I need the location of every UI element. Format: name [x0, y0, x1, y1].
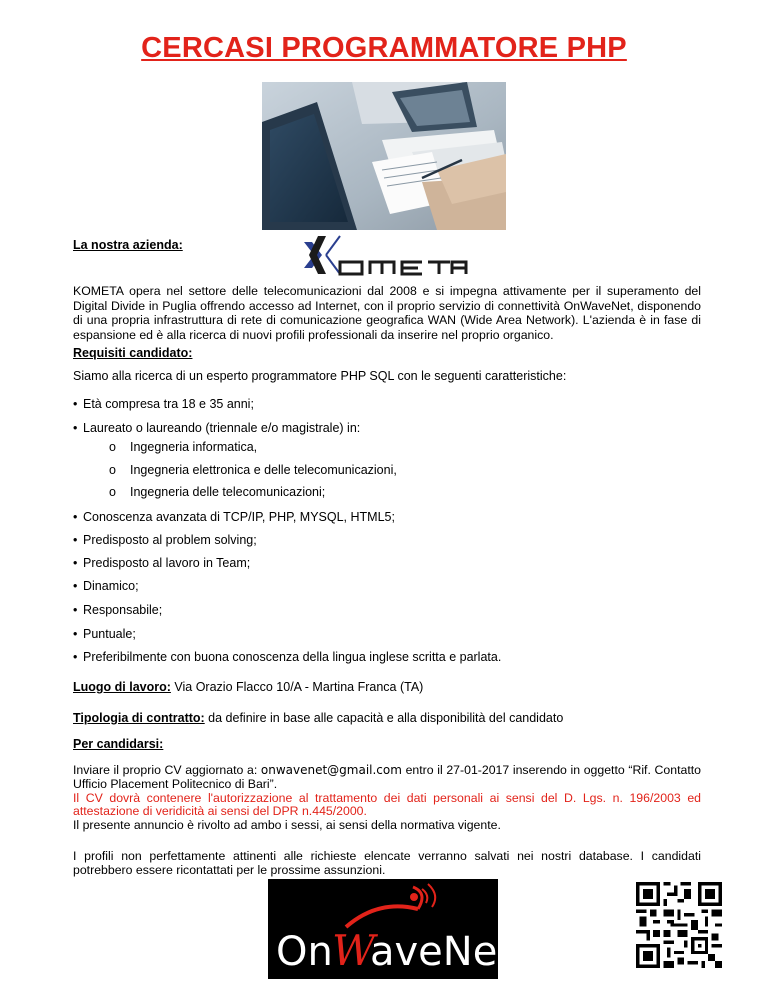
circle-bullet-icon: o [109, 463, 116, 477]
email-link[interactable]: onwavenet@gmail.com [260, 763, 402, 777]
onwavenet-logo [268, 879, 514, 979]
requirements-intro: Siamo alla ricerca di un esperto programmatore PHP SQL con le seguenti caratteristiche: [73, 369, 567, 383]
bullet-icon: • [73, 421, 78, 435]
svg-text:On: On [276, 929, 333, 975]
bullet-icon: • [73, 556, 78, 570]
office-laptop-photo [262, 82, 506, 230]
contract-type-value: da definire in base alle capacità e alla disponibilità del candidato [204, 711, 564, 725]
work-location-value: Via Orazio Flacco 10/A - Martina Franca (TA) [170, 680, 424, 694]
company-heading: La nostra azienda: [73, 238, 183, 252]
contract-type [73, 711, 563, 725]
bullet-icon: • [73, 627, 78, 641]
equal-opportunity-notice: Il presente annuncio è rivolto ad ambo i sessi, ai sensi della normativa vigente. [73, 818, 501, 833]
privacy-notice: Il CV dovrà contenere l'autorizzazione al trattamento dei dati personali ai sensi del D. Lgs. n. 196/2003 ed attestazione di veridicità ai sensi del DPR n.445/2000. [73, 790, 701, 819]
work-location [73, 680, 423, 694]
svg-text:aveNet: aveNet [370, 929, 514, 975]
contract-type-label: Tipologia di contratto: [73, 711, 205, 725]
svg-text:W: W [332, 926, 376, 975]
bullet-icon: • [73, 397, 78, 411]
bullet-icon: • [73, 533, 78, 547]
kometa-logo [300, 232, 468, 278]
bullet-icon: • [73, 603, 78, 617]
database-note: I profili non perfettamente attinenti alle richieste elencate verranno salvati nei nostri database. I candidati potrebbero essere ricontattati per le prossime assunzioni. [73, 849, 701, 877]
apply-instructions: Inviare il proprio CV aggiornato a: onwavenet@gmail.com entro il 27-01-2017 inserendo in oggetto “Rif. Contatto Ufficio Placement Politecnico di Bari”. Il CV dovrà contenere l'autorizzazione al trattamento dei dati personali ai sensi del D. Lgs. n. 196/2003 ed attestazione di veridicità ai sensi del DPR n.445/2000. Il presente annuncio è rivolto ad ambo i sessi, ai sensi della normativa vigente. [73, 763, 701, 833]
bullet-icon: • [73, 579, 78, 593]
circle-bullet-icon: o [109, 440, 116, 454]
requirements-heading: Requisiti candidato: [73, 346, 193, 360]
bullet-icon: • [73, 510, 78, 524]
page-title: CERCASI PROGRAMMATORE PHP [141, 32, 627, 64]
qr-code-icon [636, 882, 722, 968]
circle-bullet-icon: o [109, 485, 116, 499]
bullet-icon: • [73, 650, 78, 664]
work-location-label: Luogo di lavoro: [73, 680, 171, 694]
apply-heading: Per candidarsi: [73, 737, 164, 751]
company-description: KOMETA opera nel settore delle telecomunicazioni dal 2008 e si impegna attivamente per il superamento del Digital Divide in Puglia offrendo accesso ad Internet, con il proprio servizio di connettività OnWaveNet, disponendo di una propria infrastruttura di rete di comunicazione geografica WAN (Wide Area Network). L'azienda è in fase di espansione ed è alla ricerca di nuovi profili professionali da inserire nel proprio organico. [73, 284, 701, 342]
